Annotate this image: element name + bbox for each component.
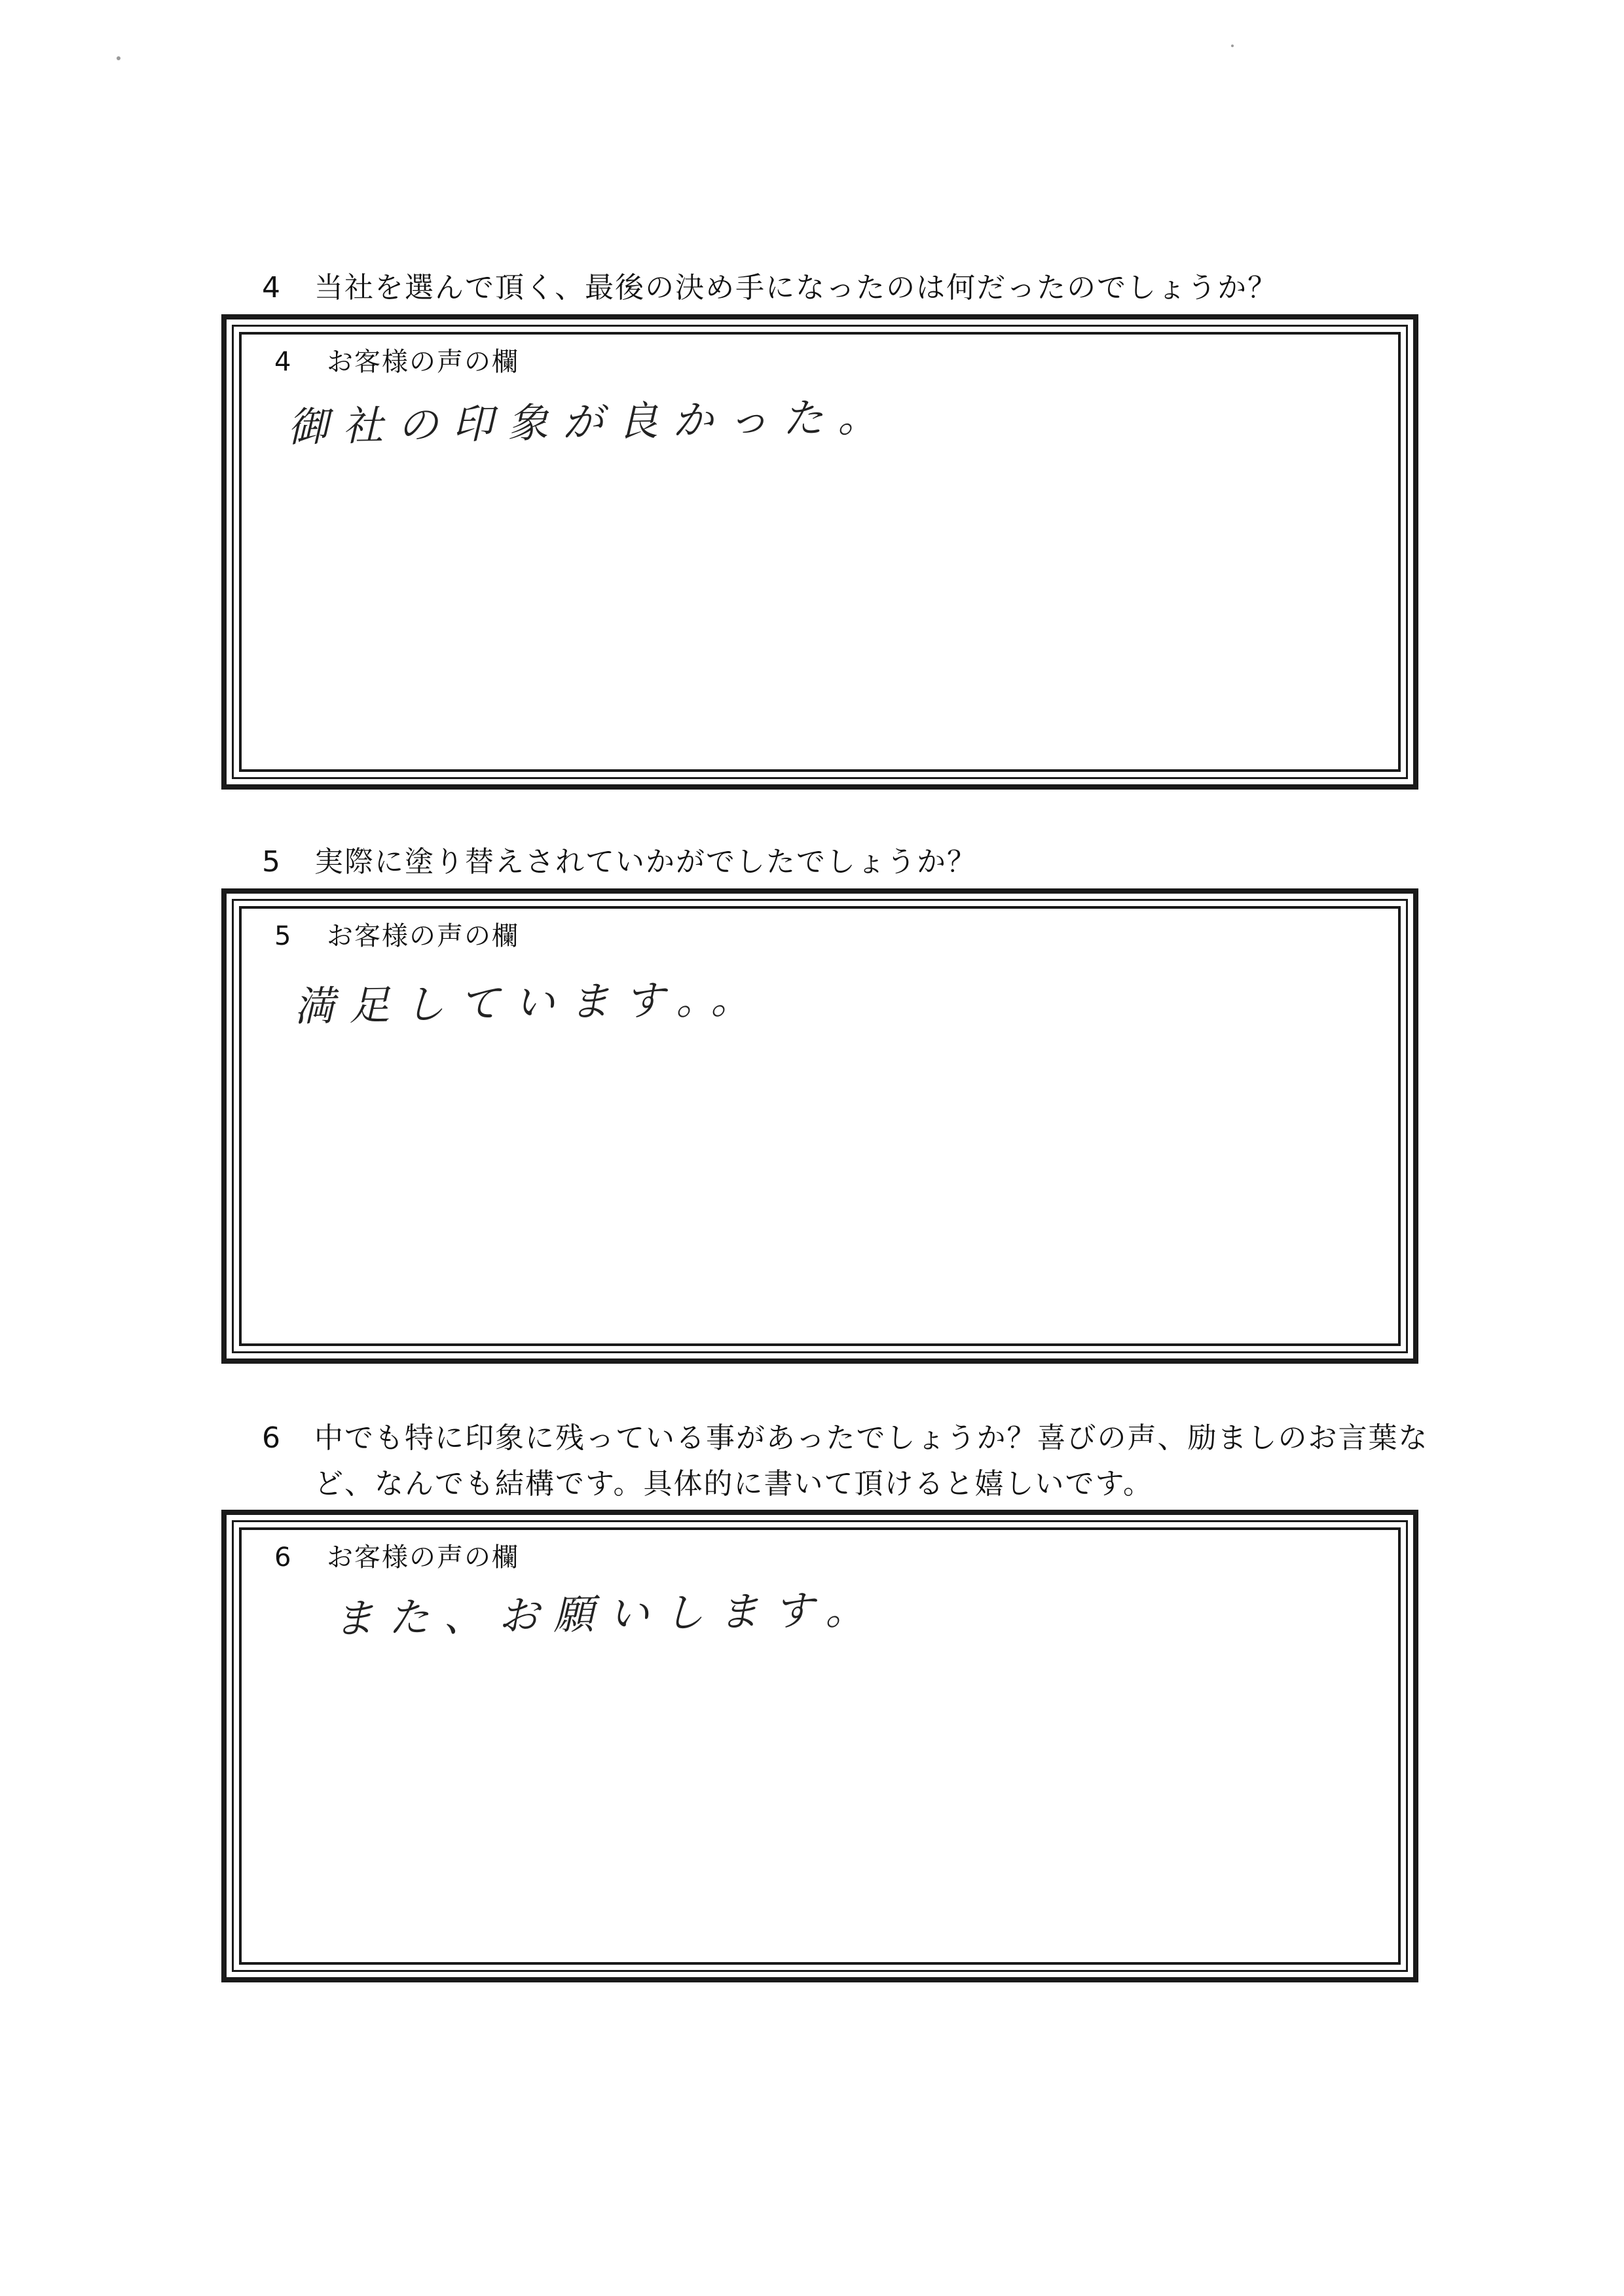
answer-box-4 [221, 314, 1418, 790]
box-label-text: お客様の声の欄 [327, 1542, 519, 1573]
handwritten-answer: 満足しています。。 [293, 974, 766, 1030]
scan-speck [117, 56, 120, 60]
question-5 [262, 839, 977, 885]
box-number: 5 [274, 921, 293, 951]
customer-voice-label [274, 1539, 519, 1576]
answer-box-inner-border [232, 325, 1408, 779]
customer-voice-label [274, 918, 519, 955]
question-text: 当社を選んで頂く、最後の決め手になったのは何だったのでしょうか？ [314, 271, 1278, 304]
answer-box-frame [239, 332, 1401, 772]
answer-box-frame [239, 1527, 1401, 1965]
customer-voice-label [274, 344, 519, 380]
question-number: 5 [262, 845, 282, 879]
answer-box-inner-border [232, 1520, 1408, 1972]
question-text: 実際に塗り替えされていかがでしたでしょうか？ [314, 845, 977, 879]
answer-box-inner-border [232, 899, 1408, 1353]
question-number: 6 [262, 1421, 282, 1455]
question-4 [262, 265, 1278, 311]
box-label-text: お客様の声の欄 [327, 347, 519, 377]
scan-speck [1231, 45, 1234, 47]
answer-box-5 [221, 888, 1418, 1364]
box-label-text: お客様の声の欄 [327, 921, 519, 951]
question-number: 4 [262, 271, 282, 304]
question-text-line-2: ど、なんでも結構です。具体的に書いて頂けると嬉しいです。 [314, 1467, 1153, 1501]
answer-box-frame [239, 906, 1401, 1346]
answer-box-6 [221, 1510, 1418, 1982]
handwritten-answer: また、お願いします。 [333, 1585, 881, 1643]
handwritten-answer: 御社の印象が良かった。 [287, 392, 893, 451]
question-6 [262, 1415, 1429, 1507]
box-number: 4 [274, 347, 293, 377]
box-number: 6 [274, 1542, 293, 1573]
question-text-line-1: 中でも特に印象に残っている事があったでしょうか？喜びの声、励ましのお言葉な [314, 1421, 1429, 1455]
